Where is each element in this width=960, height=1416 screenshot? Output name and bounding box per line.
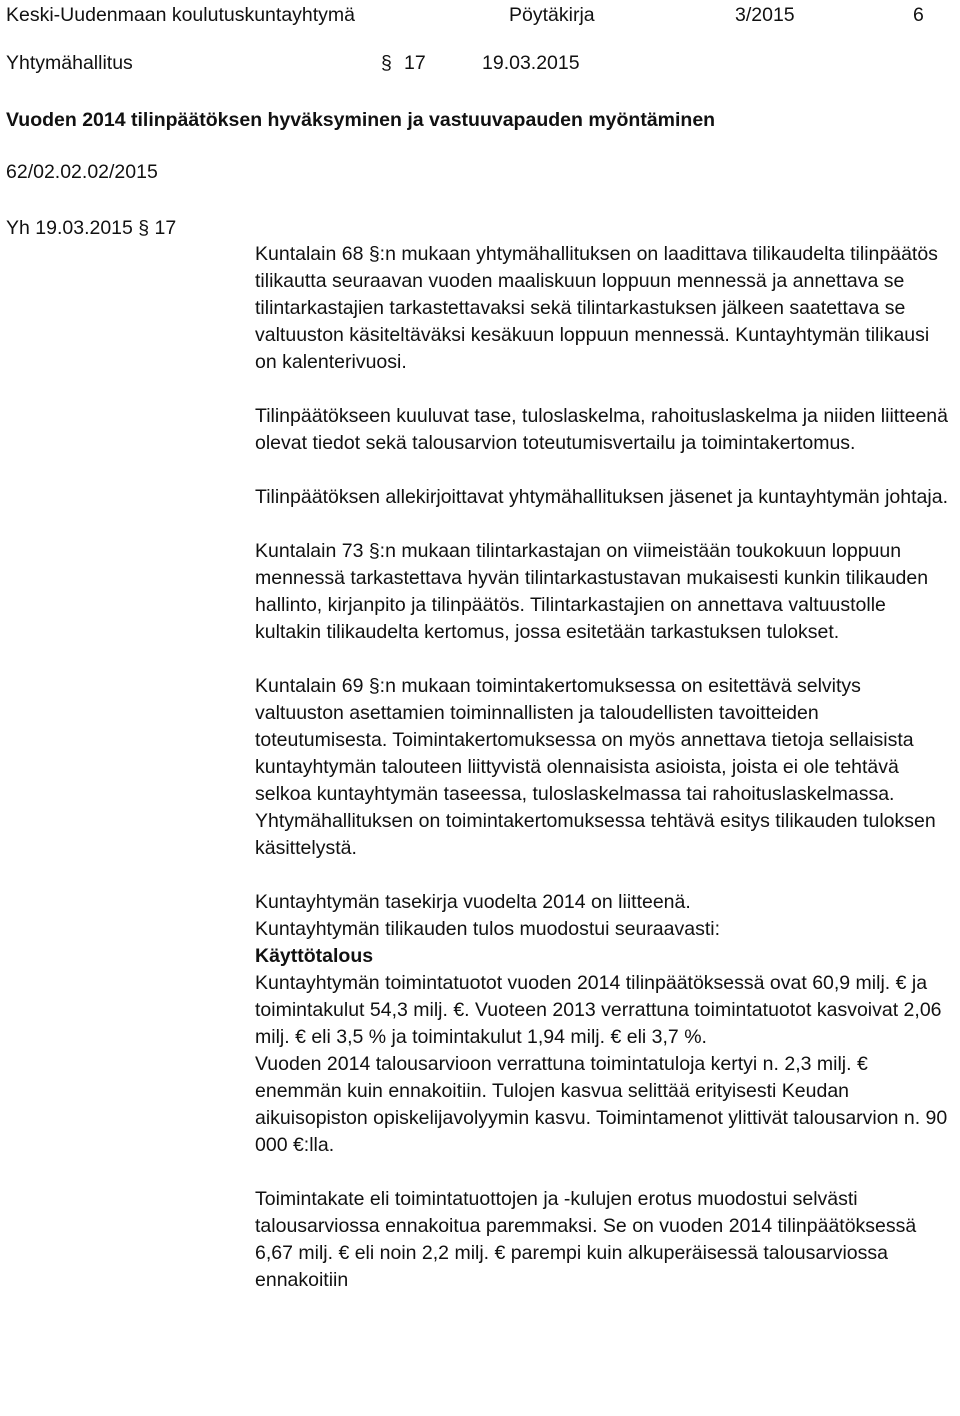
body-text <box>255 241 955 1294</box>
page-title: Vuoden 2014 tilinpäätöksen hyväksyminen ja vastuuvapauden myöntäminen <box>6 109 716 131</box>
page-number: 6 <box>913 4 924 26</box>
governing-body: Yhtymähallitus <box>6 52 133 74</box>
paragraph-signatories: Tilinpäätöksen allekirjoittavat yhtymähallituksen jäsenet ja kuntayhtymän johtaja. <box>255 486 948 508</box>
subheading-operating-economy: Käyttötalous <box>255 945 374 967</box>
paragraph-attachment: Kuntayhtymän tasekirja vuodelta 2014 on liitteenä. <box>255 891 691 913</box>
paragraph-contents: Tilinpäätökseen kuuluvat tase, tuloslaskelma, rahoituslaskelma ja niiden liitteenä olevat tiedot sekä talousarvion toteutumisvertailu ja toimintakertomus. <box>255 405 948 454</box>
document-number: 3/2015 <box>735 4 795 26</box>
paragraph-annual-report: Kuntalain 69 §:n mukaan toimintakertomuksessa on esitettävä selvitys valtuuston asettamien toiminnallisten ja taloudellisten tavoitteiden toteutumisesta. Toimintakertomuksessa on myös annettava tietoja sellaisista kuntayhtymän talouteen liittyvistä olennaisista asioista, joista ei ole tehtävä selkoa kuntayhtymän taseessa, tuloslaskelmassa tai rahoituslaskelmassa. <box>255 675 914 805</box>
paragraph-legal-basis: Kuntalain 68 §:n mukaan yhtymähallituksen on laadittava tilikaudelta tilinpäätös tilikautta seuraavan vuoden maaliskuun loppuun mennessä ja annettava se tilintarkastajien tarkastettavaksi sekä tilintarkastuksen jälkeen saatettava se valtuuston käsiteltäväksi kesäkuun loppuun mennessä. Kuntayhtymän tilikausi on kalenterivuosi. <box>255 243 938 373</box>
section-reference: Yh 19.03.2015 § 17 <box>6 217 177 239</box>
case-id: 62/02.02.02/2015 <box>6 161 158 183</box>
organization-name: Keski-Uudenmaan koulutuskuntayhtymä <box>6 4 356 26</box>
paragraph-result-intro: Kuntayhtymän tilikauden tulos muodostui seuraavasti: <box>255 918 721 940</box>
section-mark: § <box>381 52 392 74</box>
paragraph-budget-comparison: Vuoden 2014 talousarvioon verrattuna toimintatuloja kertyi n. 2,3 milj. € enemmän kuin ennakoitiin. Tulojen kasvua selittää erityisesti Keudan aikuisopiston opiskelijavolyymin kasvu. Toimintamenot ylittivät talousarvion n. 90 000 €:lla. <box>255 1053 948 1156</box>
section-number: 17 <box>404 52 426 74</box>
paragraph-result-proposal: Yhtymähallituksen on toimintakertomuksessa tehtävä esitys tilikauden tuloksen käsittelystä. <box>255 810 936 859</box>
document-type: Pöytäkirja <box>509 4 595 26</box>
meeting-date: 19.03.2015 <box>482 52 580 74</box>
paragraph-audit: Kuntalain 73 §:n mukaan tilintarkastajan on viimeistään toukokuun loppuun mennessä tarkastettava hyvän tilintarkastustavan mukaisesti kunkin tilikauden hallinto, kirjanpito ja tilinpäätös. Tilintarkastajien on annettava valtuustolle kultakin tilikaudelta kertomus, jossa esitetään tarkastuksen tulokset. <box>255 540 929 643</box>
paragraph-operating-margin: Toimintakate eli toimintatuottojen ja -kulujen erotus muodostui selvästi talousarviossa ennakoitua paremmaksi. Se on vuoden 2014 tilinpäätöksessä 6,67 milj. € eli noin 2,2 milj. € parempi kuin alkuperäisessä talousarviossa ennakoitiin <box>255 1188 917 1291</box>
paragraph-revenues: Kuntayhtymän toimintatuotot vuoden 2014 tilinpäätöksessä ovat 60,9 milj. € ja toimintakulut 54,3 milj. €. Vuoteen 2013 verrattuna toimintatuotot kasvoivat 2,06 milj. € eli 3,5 % ja toimintakulut 1,94 milj. € eli 3,7 %. <box>255 972 942 1048</box>
